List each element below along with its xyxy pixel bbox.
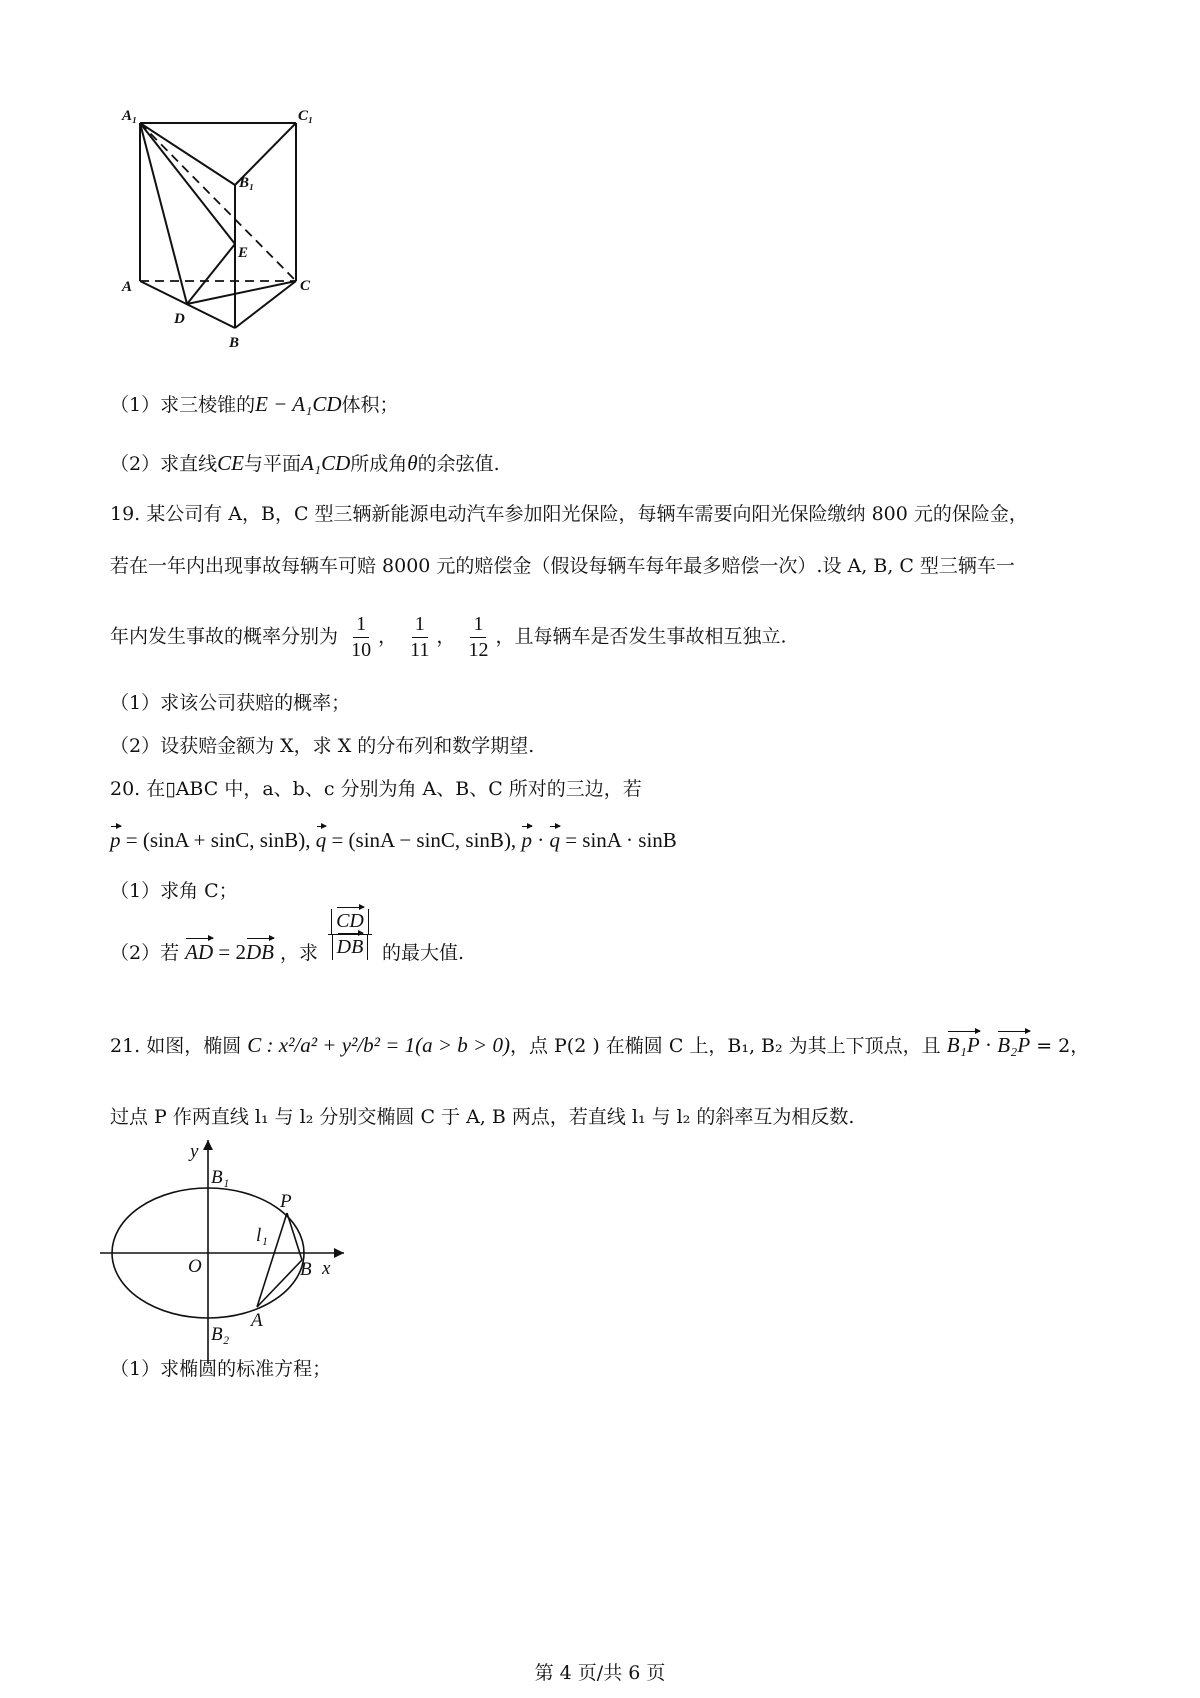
q20-line1: 20. 在▯ABC 中，a、b、c 分别为角 A、B、C 所对的三边，若 xyxy=(110,778,642,800)
q20-part1: （1）求角 C； xyxy=(110,880,238,902)
fraction-3: $\frac{1}{12}$ xyxy=(468,613,489,661)
q19-line3: 年内发生事故的概率分别为 $\frac{1}{10}$ ， $\frac{1}{11}$ ， $\frac{1}{12}$ ，且每辆车是否发生事故相互独立. xyxy=(110,613,787,661)
B1-label: B₁ xyxy=(211,1167,230,1188)
label-D: D xyxy=(174,311,185,327)
page-footer: 第 4 页/共 6 页 xyxy=(534,1662,666,1684)
origin-label: O xyxy=(188,1256,202,1277)
q21-line1: 21. 如图，椭圆 C : x²/a² + y²/b² = 1(a > b > 0)，点 P(2 ) 在椭圆 C 上，B₁, B₂ 为其上下顶点，且 B₁P · B₂P = 2， xyxy=(110,1033,1090,1057)
fraction-1: $\frac{1}{10}$ xyxy=(351,613,372,661)
label-B1: B₁ xyxy=(239,175,255,191)
q19-line2: 若在一年内出现事故每辆车可赔 8000 元的赔偿金（假设每辆车每年最多赔偿一次）.设 A, B, C 型三辆车一 xyxy=(110,555,1015,577)
label-B: B xyxy=(229,335,240,351)
B-label: B xyxy=(300,1259,312,1280)
q21-line2: 过点 P 作两直线 l₁ 与 l₂ 分别交椭圆 C 于 A, B 两点，若直线 l₁ 与 l₂ 的斜率互为相反数. xyxy=(110,1106,855,1128)
label-E: E xyxy=(238,245,249,261)
B2-label: B₂ xyxy=(211,1324,230,1345)
q21-part1: （1）求椭圆的标准方程； xyxy=(110,1358,332,1380)
label-A: A xyxy=(122,279,133,295)
l1-label: l₁ xyxy=(256,1225,268,1246)
q20-vector-equation: p = (sinA + sinC, sinB), q = (sinA − sinC, sinB), p · q = sinA · sinB xyxy=(110,828,677,852)
q20-part2: （2）若 AD = 2DB ，求 $\frac{CD}{DB}$ 的最大值. xyxy=(110,909,464,964)
fraction-2: $\frac{1}{11}$ xyxy=(410,613,430,661)
q19-line1: 19. 某公司有 A，B，C 型三辆新能源电动汽车参加阳光保险，每辆车需要向阳光保险缴纳 800 元的保险金， xyxy=(110,503,1028,525)
label-A1: A₁ xyxy=(122,108,138,124)
axis-x-label: x xyxy=(322,1258,331,1279)
q18-part2: （2）求直线CE与平面A₁CD所成角θ的余弦值. xyxy=(110,451,500,475)
cd-over-db-fraction: $\frac{CD}{DB}$ xyxy=(328,909,372,960)
label-C1: C₁ xyxy=(298,108,314,124)
axis-y-label: y xyxy=(190,1141,199,1162)
label-C: C xyxy=(300,278,311,294)
q18-part1: （1）求三棱锥的E − A₁CD体积； xyxy=(110,392,399,416)
A-label: A xyxy=(251,1310,263,1331)
prism-figure xyxy=(110,100,350,360)
q19-part2: （2）设获赔金额为 X，求 X 的分布列和数学期望. xyxy=(110,735,535,757)
P-label: P xyxy=(280,1191,292,1212)
ellipse-figure xyxy=(96,1136,356,1366)
q19-part1: （1）求该公司获赔的概率； xyxy=(110,692,351,714)
